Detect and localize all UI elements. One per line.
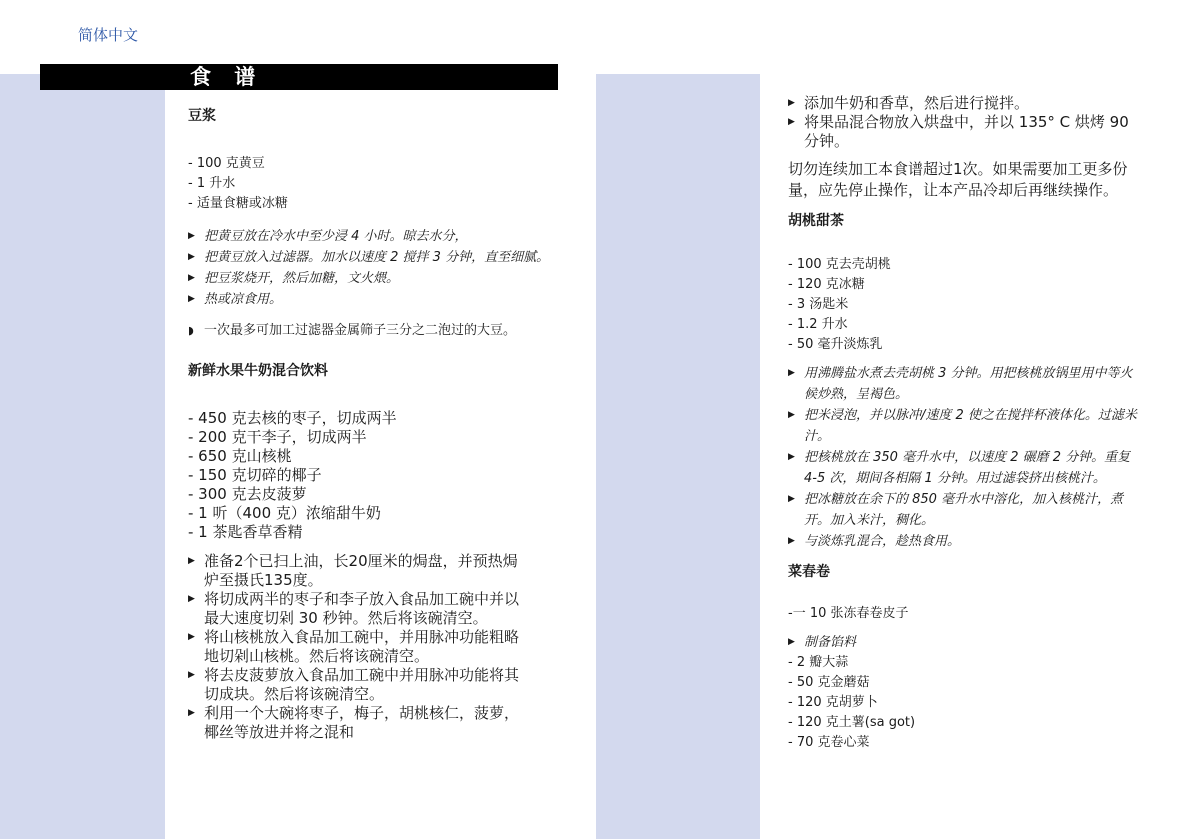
right-margin-stripe xyxy=(596,74,760,839)
fruit-step-list xyxy=(188,552,528,742)
step-item: ▶ 用沸腾盐水煮去壳胡桃 3 分钟。用把核桃放锅里用中等火候炒熟，呈褐色。 xyxy=(788,363,1138,405)
step-item: ▶ 把冰糖放在余下的 850 毫升水中溶化，加入核桃汁，煮开。加入米汁，稠化。 xyxy=(788,489,1138,531)
left-column xyxy=(188,104,558,742)
step-item: ▶ 热或凉食用。 xyxy=(188,289,558,310)
ingredient-item: - 450 克去核的枣子，切成两半 xyxy=(188,409,397,427)
ingredient-item: - 300 克去皮菠萝 xyxy=(188,485,307,503)
step-item: ▶ 把黄豆放在冷水中至少浸 4 小时。晾去水分， xyxy=(188,226,558,247)
step-item: ▶ 把黄豆放入过滤器。加水以速度 2 搅拌 3 分钟，直至细腻。 xyxy=(188,247,558,268)
fruit-ingredient-list xyxy=(188,409,558,542)
ingredient-item: - 70 克卷心菜 xyxy=(788,735,870,750)
ingredient-item: - 1.2 升水 xyxy=(788,317,848,332)
step-item: ▶ 与淡炼乳混合，趁热食用。 xyxy=(788,531,1138,552)
walnut-ingredient-list xyxy=(788,255,1158,355)
ingredient-item: - 2 瓣大蒜 xyxy=(788,655,849,670)
recipe-title-soy-milk: 豆浆 xyxy=(188,108,216,124)
ingredient-item: - 120 克冰糖 xyxy=(788,277,865,292)
ingredient-item: - 3 汤匙米 xyxy=(788,297,849,312)
step-item: ▶ 把核桃放在 350 毫升水中，以速度 2 碾磨 2 分钟。重复 4-5 次，期间各相隔 1 分钟。用过滤袋挤出核桃汁。 xyxy=(788,447,1138,489)
step-item: ▶ 添加牛奶和香草，然后进行搅拌。 xyxy=(788,94,1133,113)
soy-step-list xyxy=(188,226,558,310)
ingredient-item: - 100 克去壳胡桃 xyxy=(788,257,891,272)
ingredient-item: - 1 听（400 克）浓缩甜牛奶 xyxy=(188,504,381,522)
step-item: ▶ 把米浸泡，并以脉冲/速度 2 使之在搅拌杯液体化。过滤米汁。 xyxy=(788,405,1138,447)
fruit-step-list-continued xyxy=(788,94,1133,151)
step-item: ▶ 制备馅料 xyxy=(788,632,1158,653)
step-item: ▶ 将果品混合物放入烘盘中，并以 135° C 烘烤 90 分钟。 xyxy=(788,113,1133,151)
ingredient-item: - 适量食糖或冰糖 xyxy=(188,196,288,211)
ingredient-item: - 1 升水 xyxy=(188,176,236,191)
spring-roll-ingredient-list xyxy=(788,653,1158,753)
step-item: ▶ 将山核桃放入食品加工碗中，并用脉冲功能粗略地切剁山核桃。然后将该碗清空。 xyxy=(188,628,528,666)
left-margin-stripe xyxy=(0,74,165,839)
spring-roll-step-list xyxy=(788,632,1158,653)
spring-roll-wrapper: -一 10 张冻春卷皮子 xyxy=(788,606,909,621)
ingredient-item: - 650 克山核桃 xyxy=(188,447,292,465)
soy-ingredient-list xyxy=(188,154,558,214)
recipe-title-fruit-milk: 新鲜水果牛奶混合饮料 xyxy=(188,363,328,379)
ingredient-item: - 50 克金蘑菇 xyxy=(788,675,870,690)
recipe-title-walnut-tea: 胡桃甜茶 xyxy=(788,213,844,229)
right-column xyxy=(788,94,1158,753)
recipe-title-spring-roll: 菜春卷 xyxy=(788,564,830,580)
ingredient-item: - 100 克黄豆 xyxy=(188,156,265,171)
step-item: ▶ 将去皮菠萝放入食品加工碗中并用脉冲功能将其切成块。然后将该碗清空。 xyxy=(188,666,528,704)
ingredient-item: - 200 克干李子，切成两半 xyxy=(188,428,367,446)
ingredient-item: - 150 克切碎的椰子 xyxy=(188,466,322,484)
step-item: ▶ 利用一个大碗将枣子，梅子，胡桃核仁，菠萝，椰丝等放进并将之混和 xyxy=(188,704,528,742)
ingredient-item: - 120 克土薯(sa got) xyxy=(788,715,916,730)
section-title: 食 谱 xyxy=(190,65,264,89)
language-label: 简体中文 xyxy=(78,26,139,44)
section-title-bar xyxy=(40,64,558,90)
step-item: ▶ 将切成两半的枣子和李子放入食品加工碗中并以最大速度切剁 30 秒钟。然后将该碗清空。 xyxy=(188,590,528,628)
ingredient-item: - 50 毫升淡炼乳 xyxy=(788,337,883,352)
walnut-step-list xyxy=(788,363,1138,552)
step-item: ▶ 准备2个已扫上油，长20厘米的焗盘，并预热焗炉至摄氏135度。 xyxy=(188,552,528,590)
soy-note: ◗ 一次最多可加工过滤器金属筛子三分之二泡过的大豆。 xyxy=(188,319,558,343)
ingredient-item: - 120 克胡萝卜 xyxy=(788,695,878,710)
ingredient-item: - 1 茶匙香草香精 xyxy=(188,523,303,541)
fruit-warning-note: 切勿连续加工本食谱超过1次。如果需要加工更多份量，应先停止操作，让本产品冷却后再继续操作。 xyxy=(788,160,1128,199)
step-item: ▶ 把豆浆烧开，然后加糖，文火煨。 xyxy=(188,268,558,289)
